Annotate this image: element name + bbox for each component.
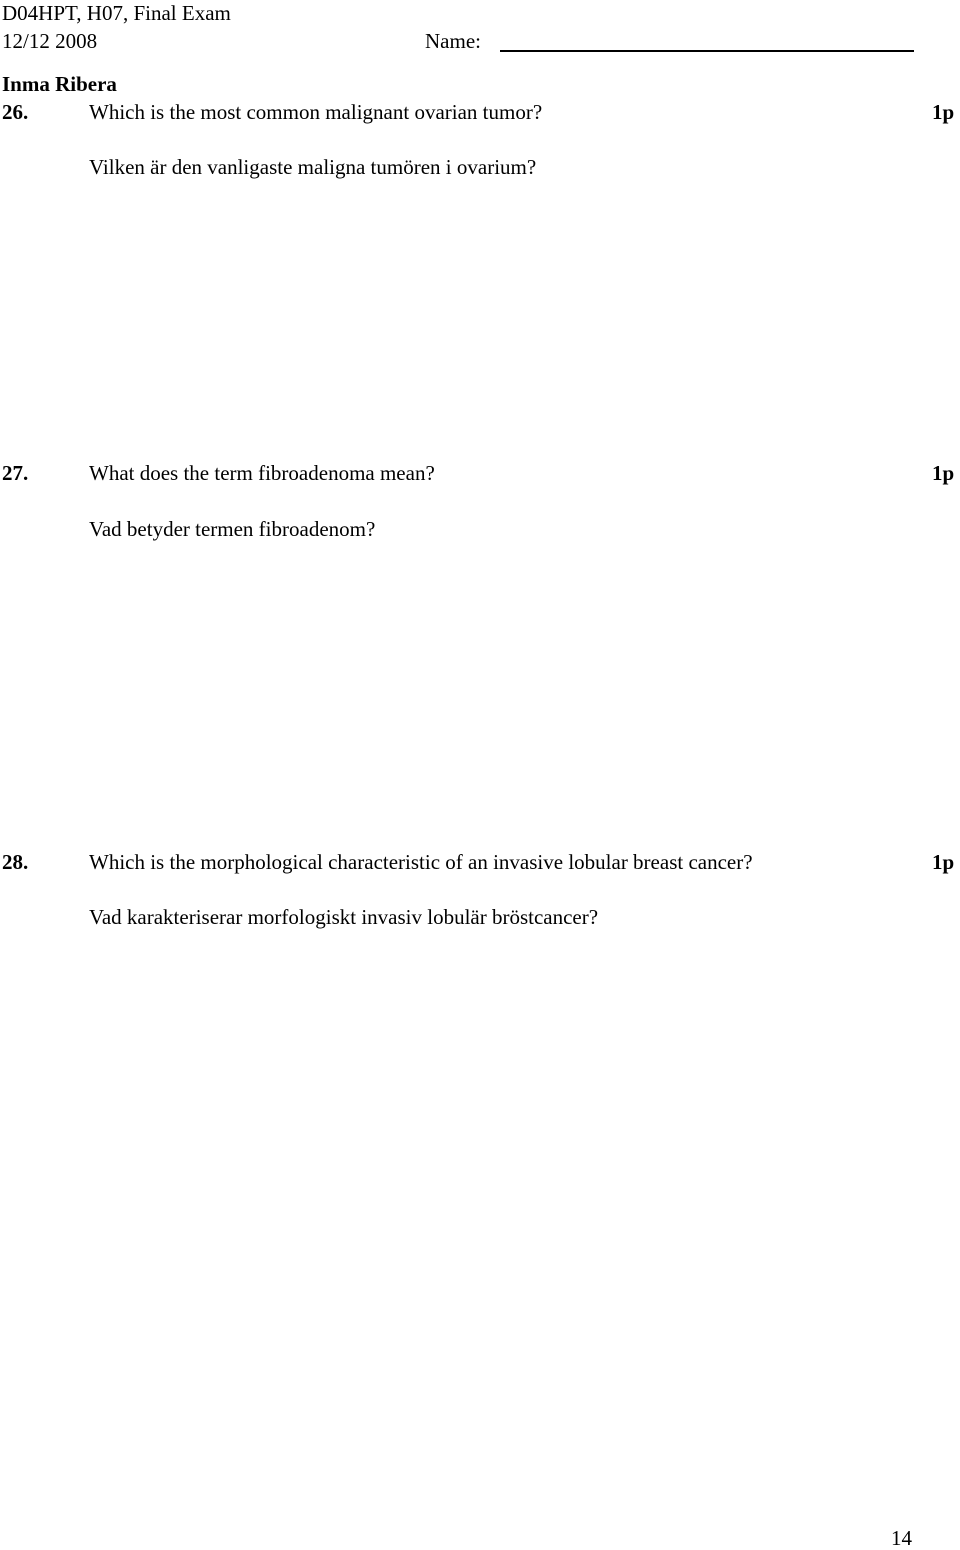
question-number: 26.: [2, 100, 29, 124]
question-text-swedish: Vad karakteriserar morfologiskt invasiv lobulär bröstcancer?: [89, 905, 599, 929]
name-label: Name:: [425, 29, 481, 53]
question-text-english: Which is the morphological characteristic of an invasive lobular breast cancer?: [89, 850, 753, 874]
exam-date: 12/12 2008: [2, 29, 98, 53]
page-number: 14: [891, 1526, 912, 1550]
question-points: 1p: [932, 461, 955, 485]
question-text-swedish: Vilken är den vanligaste maligna tumören i ovarium?: [89, 155, 537, 179]
teacher-name: Inma Ribera: [2, 72, 117, 96]
question-number: 28.: [2, 850, 29, 874]
question-text-english: What does the term fibroadenoma mean?: [89, 461, 435, 485]
question-points: 1p: [932, 850, 955, 874]
name-fill-line: [500, 50, 914, 52]
exam-title: D04HPT, H07, Final Exam: [2, 1, 231, 25]
question-number: 27.: [2, 461, 29, 485]
question-text-swedish: Vad betyder termen fibroadenom?: [89, 517, 376, 541]
question-text-english: Which is the most common malignant ovarian tumor?: [89, 100, 543, 124]
question-points: 1p: [932, 100, 955, 124]
